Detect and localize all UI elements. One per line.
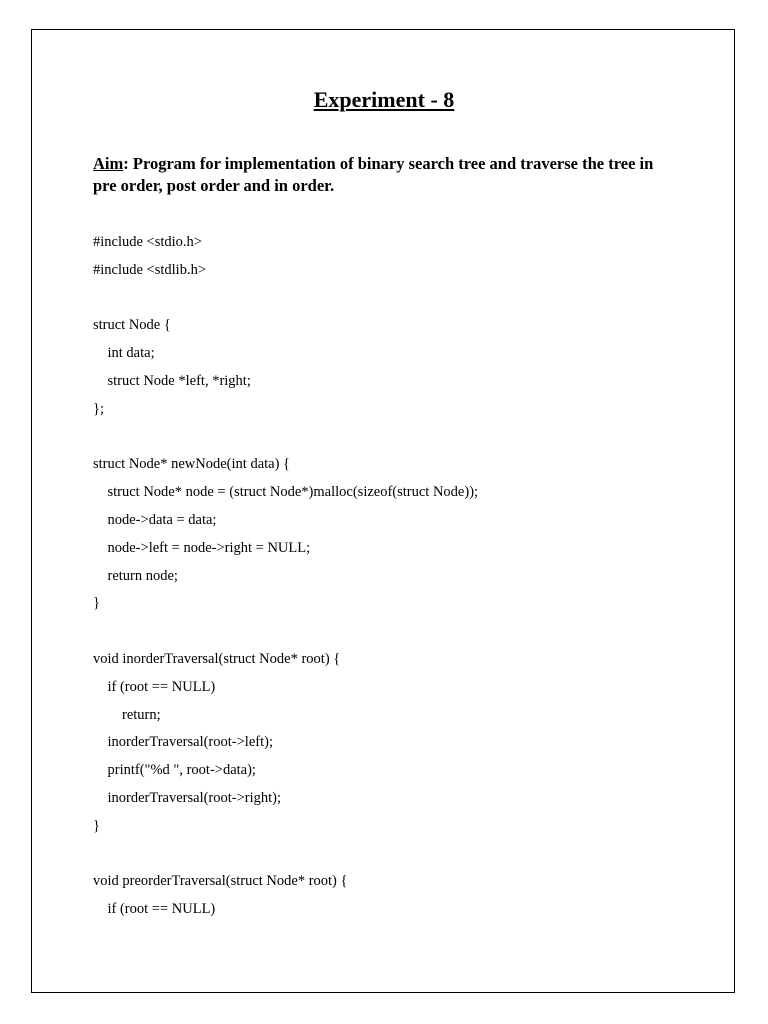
code-line: void inorderTraversal(struct Node* root) {	[93, 650, 341, 667]
code-line: struct Node* node = (struct Node*)malloc(sizeof(struct Node));	[93, 484, 479, 501]
code-line: #include <stdio.h>	[93, 234, 202, 250]
aim-text: : Program for implementation of binary search tree and traverse the tree in pre order, post order and in order.	[93, 154, 654, 195]
code-line: struct Node *left, *right;	[93, 372, 251, 389]
code-block	[93, 229, 713, 924]
code-line: printf("%d ", root->data);	[93, 762, 256, 779]
page-title	[0, 86, 768, 114]
code-line: return;	[93, 706, 161, 723]
code-line: int data;	[93, 345, 155, 362]
code-line: if (root == NULL)	[93, 678, 216, 695]
code-line: struct Node {	[93, 317, 171, 334]
code-line	[93, 285, 713, 313]
code-line: };	[93, 400, 104, 417]
aim-label: Aim	[93, 154, 124, 173]
code-line: }	[93, 595, 100, 612]
code-line: }	[93, 817, 100, 834]
aim-paragraph	[93, 153, 673, 197]
code-line	[93, 841, 713, 869]
code-line: if (root == NULL)	[93, 901, 216, 918]
code-line	[93, 618, 713, 646]
code-line: node->data = data;	[93, 511, 217, 528]
code-line: void preorderTraversal(struct Node* root) {	[93, 873, 348, 890]
code-line: node->left = node->right = NULL;	[93, 539, 311, 556]
code-line: inorderTraversal(root->right);	[93, 789, 282, 806]
code-line	[93, 424, 713, 452]
code-line: return node;	[93, 567, 178, 584]
code-line: #include <stdlib.h>	[93, 261, 207, 278]
code-line: inorderTraversal(root->left);	[93, 734, 273, 751]
code-line: struct Node* newNode(int data) {	[93, 456, 291, 473]
page-title-text: Experiment - 8	[313, 87, 455, 112]
